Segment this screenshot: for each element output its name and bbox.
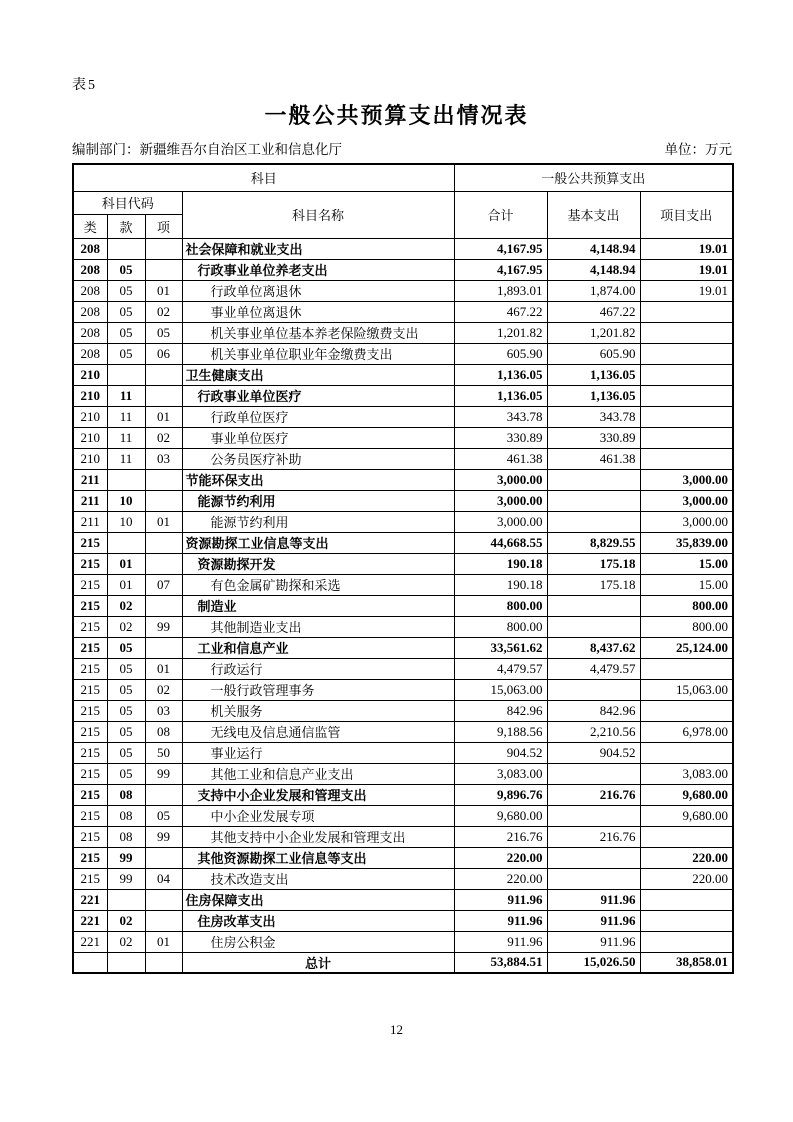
cell-kuan: 05 xyxy=(107,721,145,742)
cell-total: 216.76 xyxy=(454,826,547,847)
cell-total: 330.89 xyxy=(454,427,547,448)
cell-basic: 4,148.94 xyxy=(547,259,640,280)
table-row xyxy=(73,511,733,532)
cell-kuan: 11 xyxy=(107,406,145,427)
cell-name: 资源勘探工业信息等支出 xyxy=(182,532,454,553)
cell-project: 15.00 xyxy=(640,553,733,574)
cell-project xyxy=(640,301,733,322)
cell-lei: 208 xyxy=(73,343,107,364)
table-row xyxy=(73,280,733,301)
cell-lei: 208 xyxy=(73,238,107,259)
cell-lei: 208 xyxy=(73,301,107,322)
table-row xyxy=(73,448,733,469)
cell-name: 无线电及信息通信监管 xyxy=(182,721,454,742)
cell-total: 904.52 xyxy=(454,742,547,763)
cell-name: 机关服务 xyxy=(182,700,454,721)
cell-kuan: 05 xyxy=(107,280,145,301)
unit-label: 单位：万元 xyxy=(664,142,732,157)
table-row xyxy=(73,826,733,847)
cell-total: 44,668.55 xyxy=(454,532,547,553)
header-xiang: 项 xyxy=(145,214,182,238)
cell-xiang: 06 xyxy=(145,343,182,364)
cell-xiang xyxy=(145,889,182,910)
cell-name: 行政事业单位医疗 xyxy=(182,385,454,406)
cell-xiang: 05 xyxy=(145,805,182,826)
cell-kuan: 08 xyxy=(107,826,145,847)
table-row xyxy=(73,469,733,490)
cell-lei: 210 xyxy=(73,406,107,427)
cell-name: 一般行政管理事务 xyxy=(182,679,454,700)
cell-lei: 215 xyxy=(73,784,107,805)
cell-kuan xyxy=(107,364,145,385)
table-row xyxy=(73,406,733,427)
cell-xiang: 05 xyxy=(145,322,182,343)
cell-project: 19.01 xyxy=(640,280,733,301)
cell-lei: 208 xyxy=(73,322,107,343)
header-lei: 类 xyxy=(73,214,107,238)
cell-name: 技术改造支出 xyxy=(182,868,454,889)
cell-basic: 175.18 xyxy=(547,553,640,574)
cell-name: 事业运行 xyxy=(182,742,454,763)
cell-project: 3,000.00 xyxy=(640,469,733,490)
cell-project: 3,083.00 xyxy=(640,763,733,784)
table-row xyxy=(73,616,733,637)
cell-basic: 1,136.05 xyxy=(547,364,640,385)
cell-xiang: 01 xyxy=(145,511,182,532)
table-row xyxy=(73,637,733,658)
cell-project: 19.01 xyxy=(640,238,733,259)
cell-total: 3,000.00 xyxy=(454,469,547,490)
cell-kuan xyxy=(107,532,145,553)
table-row xyxy=(73,238,733,259)
table-row xyxy=(73,742,733,763)
table-row xyxy=(73,364,733,385)
cell-xiang xyxy=(145,847,182,868)
cell-basic: 1,136.05 xyxy=(547,385,640,406)
cell-lei: 215 xyxy=(73,868,107,889)
cell-kuan: 11 xyxy=(107,448,145,469)
cell-basic xyxy=(547,511,640,532)
cell-xiang: 08 xyxy=(145,721,182,742)
page-title: 一般公共预算支出情况表 xyxy=(264,103,529,128)
cell-project: 25,124.00 xyxy=(640,637,733,658)
cell-total: 9,188.56 xyxy=(454,721,547,742)
table-row xyxy=(73,574,733,595)
table-row xyxy=(73,553,733,574)
cell-total: 911.96 xyxy=(454,910,547,931)
cell-xiang: 99 xyxy=(145,616,182,637)
cell-kuan: 02 xyxy=(107,931,145,952)
cell-name: 有色金属矿勘探和采选 xyxy=(182,574,454,595)
cell-name: 总计 xyxy=(182,952,454,973)
header-code: 科目代码 xyxy=(73,191,182,214)
cell-kuan: 02 xyxy=(107,595,145,616)
cell-project: 38,858.01 xyxy=(640,952,733,973)
cell-basic: 175.18 xyxy=(547,574,640,595)
cell-kuan xyxy=(107,469,145,490)
cell-name: 资源勘探开发 xyxy=(182,553,454,574)
cell-basic: 2,210.56 xyxy=(547,721,640,742)
cell-project xyxy=(640,700,733,721)
cell-total: 3,083.00 xyxy=(454,763,547,784)
cell-lei: 215 xyxy=(73,679,107,700)
cell-total: 4,167.95 xyxy=(454,238,547,259)
cell-xiang xyxy=(145,238,182,259)
department-label: 编制部门：新疆维吾尔自治区工业和信息化厅 xyxy=(72,142,342,157)
cell-xiang: 99 xyxy=(145,763,182,784)
header-project: 项目支出 xyxy=(640,191,733,238)
header-name: 科目名称 xyxy=(182,191,454,238)
cell-basic: 4,479.57 xyxy=(547,658,640,679)
cell-project xyxy=(640,448,733,469)
cell-total: 461.38 xyxy=(454,448,547,469)
cell-name: 其他工业和信息产业支出 xyxy=(182,763,454,784)
cell-project xyxy=(640,910,733,931)
cell-basic: 842.96 xyxy=(547,700,640,721)
cell-kuan: 01 xyxy=(107,553,145,574)
cell-kuan: 01 xyxy=(107,574,145,595)
cell-total: 1,136.05 xyxy=(454,385,547,406)
cell-lei: 215 xyxy=(73,616,107,637)
cell-project xyxy=(640,343,733,364)
cell-xiang: 99 xyxy=(145,826,182,847)
cell-lei: 210 xyxy=(73,385,107,406)
cell-xiang: 02 xyxy=(145,301,182,322)
cell-kuan xyxy=(107,952,145,973)
cell-project: 19.01 xyxy=(640,259,733,280)
cell-lei: 211 xyxy=(73,490,107,511)
table-row xyxy=(73,805,733,826)
cell-total: 911.96 xyxy=(454,889,547,910)
cell-kuan: 08 xyxy=(107,805,145,826)
table-row xyxy=(73,847,733,868)
table-row xyxy=(73,427,733,448)
cell-name: 工业和信息产业 xyxy=(182,637,454,658)
table-row xyxy=(73,490,733,511)
cell-name: 行政单位离退休 xyxy=(182,280,454,301)
cell-xiang xyxy=(145,490,182,511)
cell-name: 机关事业单位基本养老保险缴费支出 xyxy=(182,322,454,343)
cell-project xyxy=(640,826,733,847)
cell-basic: 605.90 xyxy=(547,343,640,364)
header-subject: 科目 xyxy=(73,164,454,191)
table-row xyxy=(73,763,733,784)
cell-xiang: 03 xyxy=(145,700,182,721)
cell-lei: 215 xyxy=(73,658,107,679)
cell-kuan: 05 xyxy=(107,679,145,700)
cell-project: 15.00 xyxy=(640,574,733,595)
header-kuan: 款 xyxy=(107,214,145,238)
cell-xiang: 01 xyxy=(145,280,182,301)
cell-total: 4,167.95 xyxy=(454,259,547,280)
cell-lei: 221 xyxy=(73,931,107,952)
cell-project xyxy=(640,889,733,910)
cell-xiang xyxy=(145,595,182,616)
cell-kuan: 11 xyxy=(107,385,145,406)
cell-project: 9,680.00 xyxy=(640,784,733,805)
cell-total: 343.78 xyxy=(454,406,547,427)
cell-name: 中小企业发展专项 xyxy=(182,805,454,826)
cell-kuan: 05 xyxy=(107,700,145,721)
cell-lei: 208 xyxy=(73,280,107,301)
cell-total: 190.18 xyxy=(454,574,547,595)
cell-xiang: 01 xyxy=(145,931,182,952)
cell-name: 事业单位离退休 xyxy=(182,301,454,322)
cell-project xyxy=(640,406,733,427)
cell-project xyxy=(640,931,733,952)
cell-xiang: 02 xyxy=(145,679,182,700)
cell-basic: 8,829.55 xyxy=(547,532,640,553)
cell-kuan: 05 xyxy=(107,301,145,322)
cell-total: 9,896.76 xyxy=(454,784,547,805)
cell-lei: 215 xyxy=(73,826,107,847)
cell-name: 其他制造业支出 xyxy=(182,616,454,637)
cell-total: 467.22 xyxy=(454,301,547,322)
cell-total: 1,201.82 xyxy=(454,322,547,343)
cell-project: 800.00 xyxy=(640,616,733,637)
cell-lei: 211 xyxy=(73,511,107,532)
table-row xyxy=(73,343,733,364)
cell-kuan: 02 xyxy=(107,910,145,931)
cell-basic xyxy=(547,490,640,511)
cell-total: 1,893.01 xyxy=(454,280,547,301)
cell-basic xyxy=(547,805,640,826)
cell-basic: 15,026.50 xyxy=(547,952,640,973)
cell-xiang xyxy=(145,553,182,574)
table-row xyxy=(73,658,733,679)
cell-xiang: 02 xyxy=(145,427,182,448)
cell-basic xyxy=(547,616,640,637)
cell-basic xyxy=(547,595,640,616)
cell-basic: 911.96 xyxy=(547,910,640,931)
cell-xiang xyxy=(145,259,182,280)
cell-project xyxy=(640,322,733,343)
cell-name: 住房改革支出 xyxy=(182,910,454,931)
meta-row xyxy=(72,138,732,158)
cell-project: 3,000.00 xyxy=(640,490,733,511)
cell-basic: 216.76 xyxy=(547,826,640,847)
table-row xyxy=(73,532,733,553)
cell-xiang: 01 xyxy=(145,658,182,679)
cell-name: 能源节约利用 xyxy=(182,511,454,532)
cell-lei: 210 xyxy=(73,427,107,448)
cell-basic: 216.76 xyxy=(547,784,640,805)
cell-project: 6,978.00 xyxy=(640,721,733,742)
cell-lei: 215 xyxy=(73,574,107,595)
cell-lei: 215 xyxy=(73,847,107,868)
header-total: 合计 xyxy=(454,191,547,238)
cell-kuan: 05 xyxy=(107,658,145,679)
cell-total: 33,561.62 xyxy=(454,637,547,658)
cell-project: 15,063.00 xyxy=(640,679,733,700)
cell-name: 行政运行 xyxy=(182,658,454,679)
cell-lei: 215 xyxy=(73,595,107,616)
cell-project xyxy=(640,364,733,385)
cell-basic: 330.89 xyxy=(547,427,640,448)
cell-basic xyxy=(547,868,640,889)
cell-xiang: 50 xyxy=(145,742,182,763)
cell-xiang xyxy=(145,637,182,658)
cell-kuan xyxy=(107,238,145,259)
table-row xyxy=(73,784,733,805)
cell-lei: 215 xyxy=(73,742,107,763)
cell-lei: 215 xyxy=(73,805,107,826)
table-row xyxy=(73,721,733,742)
cell-name: 能源节约利用 xyxy=(182,490,454,511)
table-row xyxy=(73,868,733,889)
cell-name: 住房保障支出 xyxy=(182,889,454,910)
cell-name: 行政事业单位养老支出 xyxy=(182,259,454,280)
cell-basic: 343.78 xyxy=(547,406,640,427)
page-number: 12 xyxy=(390,1022,403,1037)
cell-total: 53,884.51 xyxy=(454,952,547,973)
cell-xiang: 03 xyxy=(145,448,182,469)
cell-lei: 215 xyxy=(73,532,107,553)
cell-lei xyxy=(73,952,107,973)
table-row xyxy=(73,301,733,322)
cell-basic: 461.38 xyxy=(547,448,640,469)
cell-name: 公务员医疗补助 xyxy=(182,448,454,469)
cell-kuan: 05 xyxy=(107,742,145,763)
cell-name: 住房公积金 xyxy=(182,931,454,952)
cell-project xyxy=(640,742,733,763)
cell-kuan: 08 xyxy=(107,784,145,805)
table-row xyxy=(73,889,733,910)
cell-total: 220.00 xyxy=(454,868,547,889)
cell-xiang: 07 xyxy=(145,574,182,595)
cell-total: 911.96 xyxy=(454,931,547,952)
cell-basic: 1,201.82 xyxy=(547,322,640,343)
cell-xiang: 01 xyxy=(145,406,182,427)
cell-project: 35,839.00 xyxy=(640,532,733,553)
cell-basic: 4,148.94 xyxy=(547,238,640,259)
cell-total: 15,063.00 xyxy=(454,679,547,700)
cell-total: 605.90 xyxy=(454,343,547,364)
cell-project xyxy=(640,385,733,406)
cell-total: 9,680.00 xyxy=(454,805,547,826)
cell-kuan: 05 xyxy=(107,343,145,364)
cell-name: 事业单位医疗 xyxy=(182,427,454,448)
table-row xyxy=(73,385,733,406)
cell-project xyxy=(640,658,733,679)
table-row xyxy=(73,910,733,931)
cell-name: 卫生健康支出 xyxy=(182,364,454,385)
cell-xiang xyxy=(145,952,182,973)
cell-xiang xyxy=(145,469,182,490)
table-row xyxy=(73,595,733,616)
cell-xiang xyxy=(145,784,182,805)
cell-kuan: 10 xyxy=(107,511,145,532)
cell-total: 4,479.57 xyxy=(454,658,547,679)
cell-lei: 215 xyxy=(73,700,107,721)
cell-basic: 911.96 xyxy=(547,889,640,910)
cell-lei: 215 xyxy=(73,763,107,784)
cell-lei: 215 xyxy=(73,721,107,742)
cell-kuan: 05 xyxy=(107,763,145,784)
cell-name: 社会保障和就业支出 xyxy=(182,238,454,259)
cell-basic xyxy=(547,763,640,784)
cell-kuan: 05 xyxy=(107,637,145,658)
cell-project: 220.00 xyxy=(640,868,733,889)
cell-xiang xyxy=(145,385,182,406)
header-row-2 xyxy=(73,191,733,214)
cell-basic xyxy=(547,679,640,700)
cell-kuan: 02 xyxy=(107,616,145,637)
cell-name: 行政单位医疗 xyxy=(182,406,454,427)
cell-lei: 208 xyxy=(73,259,107,280)
table-row xyxy=(73,931,733,952)
cell-basic: 1,874.00 xyxy=(547,280,640,301)
header-basic: 基本支出 xyxy=(547,191,640,238)
header-budget: 一般公共预算支出 xyxy=(454,164,733,191)
cell-basic: 467.22 xyxy=(547,301,640,322)
cell-name: 机关事业单位职业年金缴费支出 xyxy=(182,343,454,364)
cell-total: 1,136.05 xyxy=(454,364,547,385)
cell-kuan: 99 xyxy=(107,847,145,868)
cell-name: 制造业 xyxy=(182,595,454,616)
cell-basic: 8,437.62 xyxy=(547,637,640,658)
cell-kuan: 10 xyxy=(107,490,145,511)
cell-lei: 215 xyxy=(73,553,107,574)
table-row xyxy=(73,700,733,721)
budget-table xyxy=(72,163,734,974)
cell-basic xyxy=(547,847,640,868)
cell-basic xyxy=(547,469,640,490)
cell-project: 9,680.00 xyxy=(640,805,733,826)
cell-name: 其他资源勘探工业信息等支出 xyxy=(182,847,454,868)
cell-total: 3,000.00 xyxy=(454,511,547,532)
cell-lei: 221 xyxy=(73,889,107,910)
table-label: 表5 xyxy=(72,78,97,93)
cell-kuan: 11 xyxy=(107,427,145,448)
table-row xyxy=(73,259,733,280)
cell-project xyxy=(640,427,733,448)
cell-total: 190.18 xyxy=(454,553,547,574)
cell-basic: 911.96 xyxy=(547,931,640,952)
cell-project: 3,000.00 xyxy=(640,511,733,532)
cell-basic: 904.52 xyxy=(547,742,640,763)
cell-project: 220.00 xyxy=(640,847,733,868)
cell-xiang xyxy=(145,364,182,385)
cell-lei: 210 xyxy=(73,448,107,469)
cell-total: 800.00 xyxy=(454,595,547,616)
cell-kuan xyxy=(107,889,145,910)
cell-total: 220.00 xyxy=(454,847,547,868)
cell-lei: 221 xyxy=(73,910,107,931)
cell-kuan: 05 xyxy=(107,259,145,280)
cell-name: 其他支持中小企业发展和管理支出 xyxy=(182,826,454,847)
cell-lei: 215 xyxy=(73,637,107,658)
cell-name: 节能环保支出 xyxy=(182,469,454,490)
cell-project: 800.00 xyxy=(640,595,733,616)
cell-kuan: 99 xyxy=(107,868,145,889)
cell-lei: 210 xyxy=(73,364,107,385)
table-row xyxy=(73,679,733,700)
cell-total: 800.00 xyxy=(454,616,547,637)
cell-total: 842.96 xyxy=(454,700,547,721)
header-row-1 xyxy=(73,164,733,191)
cell-name: 支持中小企业发展和管理支出 xyxy=(182,784,454,805)
cell-lei: 211 xyxy=(73,469,107,490)
cell-kuan: 05 xyxy=(107,322,145,343)
cell-xiang: 04 xyxy=(145,868,182,889)
table-row xyxy=(73,322,733,343)
cell-xiang xyxy=(145,910,182,931)
cell-xiang xyxy=(145,532,182,553)
cell-total: 3,000.00 xyxy=(454,490,547,511)
total-row xyxy=(73,952,733,973)
